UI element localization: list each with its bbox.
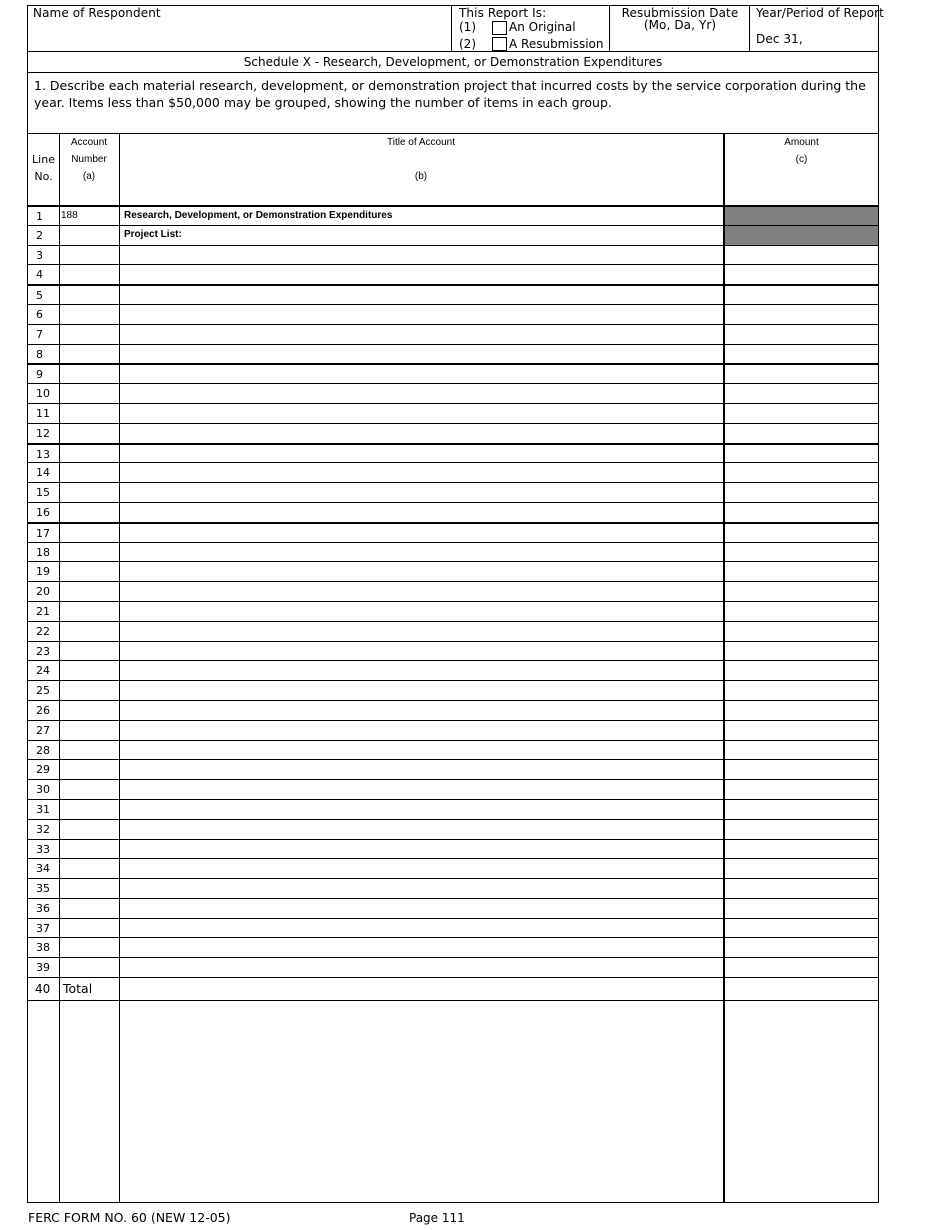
title-header-text: Title of Account	[387, 137, 455, 148]
table-row	[28, 443, 878, 463]
account-title: Project List:	[124, 228, 182, 240]
line-number: 24	[36, 664, 50, 678]
table-row	[28, 542, 878, 562]
table-row	[28, 245, 878, 265]
respondent-label: Name of Respondent	[33, 6, 161, 20]
line-number: 26	[36, 703, 50, 717]
shaded-amount-cell	[725, 207, 878, 225]
account-title: Research, Development, or Demonstration Expenditures	[124, 210, 393, 221]
line-number: 37	[36, 921, 50, 935]
table-row	[28, 779, 878, 799]
resubmission-date-label: Resubmission Date	[621, 6, 739, 20]
line-number: 40	[35, 982, 51, 997]
table-row	[28, 660, 878, 680]
schedule-title: Schedule X - Research, Development, or Demonstration Expenditures	[27, 52, 879, 73]
line-number: 5	[36, 289, 43, 303]
table-row	[28, 344, 878, 364]
table-row	[28, 839, 878, 859]
line-number: 35	[36, 882, 50, 896]
line-number: 17	[36, 526, 50, 540]
report-type-cell	[452, 6, 610, 51]
line-number: 23	[36, 644, 50, 658]
table-row	[28, 561, 878, 581]
respondent-cell[interactable]	[28, 6, 452, 51]
account-header-text: (a)	[82, 171, 96, 182]
account-number: 188	[61, 210, 78, 221]
line-number: 34	[36, 862, 50, 876]
line-number: 18	[36, 545, 50, 559]
table-row	[28, 957, 878, 977]
table-row	[28, 601, 878, 621]
form-header	[27, 5, 884, 52]
line-number: 31	[36, 802, 50, 816]
resubmission-label: A Resubmission	[509, 37, 604, 51]
line-number: 11	[36, 406, 50, 420]
table-row	[28, 858, 878, 878]
line-header-text: Line	[32, 153, 55, 166]
amount-header-text: (c)	[795, 154, 808, 165]
table-body	[28, 205, 878, 1001]
line-number: 8	[36, 347, 43, 361]
line-number: 4	[36, 268, 43, 282]
table-row	[28, 621, 878, 641]
total-label: Total	[63, 981, 93, 997]
page-number: Page 111	[409, 1211, 465, 1225]
table-row	[28, 918, 878, 938]
line-header-text: No.	[34, 170, 53, 183]
line-number: 2	[36, 228, 43, 242]
resubmission-checkbox[interactable]	[492, 37, 507, 51]
table-divider	[28, 1000, 878, 1001]
line-number: 15	[36, 486, 50, 500]
line-number: 32	[36, 822, 50, 836]
table-row	[28, 502, 878, 522]
table-row	[28, 799, 878, 819]
line-number: 30	[36, 783, 50, 797]
line-number: 36	[36, 901, 50, 915]
table-row	[28, 581, 878, 601]
year-period-value: Dec 31,	[756, 32, 803, 46]
report-is-label: This Report Is:	[459, 6, 547, 20]
expenditures-table	[27, 134, 879, 1203]
table-row	[28, 423, 878, 443]
original-checkbox[interactable]	[492, 21, 507, 35]
line-number: 29	[36, 763, 50, 777]
line-number: 13	[36, 447, 50, 461]
shaded-amount-cell	[725, 226, 878, 245]
line-number: 16	[36, 505, 50, 519]
line-number: 22	[36, 624, 50, 638]
line-number: 21	[36, 604, 50, 618]
option2-number: (2)	[459, 37, 476, 51]
line-number: 6	[36, 307, 43, 321]
table-row	[28, 740, 878, 760]
table-row	[28, 264, 878, 284]
line-number: 38	[36, 941, 50, 955]
instructions: 1. Describe each material research, development, or demonstration project that incurred costs by the service corporation during the year. Items less than $50,000 may be grouped, showing the number of items in each group.	[27, 73, 879, 134]
table-row	[28, 641, 878, 661]
title-of-account-header	[119, 134, 723, 185]
line-number: 20	[36, 585, 50, 599]
total-row	[28, 977, 878, 1000]
amount-header-text: Amount	[784, 137, 819, 148]
line-number: 3	[36, 248, 43, 262]
line-number: 14	[36, 466, 50, 480]
line-number: 39	[36, 961, 50, 975]
table-row	[28, 878, 878, 898]
table-row	[28, 462, 878, 482]
table-row	[28, 522, 878, 542]
table-row	[28, 363, 878, 383]
amount-header	[725, 134, 878, 168]
table-row	[28, 680, 878, 700]
table-row	[28, 284, 878, 304]
year-period-cell[interactable]	[750, 6, 884, 51]
line-number: 1	[36, 210, 43, 223]
form-number: FERC FORM NO. 60 (NEW 12-05)	[28, 1210, 231, 1225]
year-period-label: Year/Period of Report	[756, 6, 884, 20]
table-row	[28, 700, 878, 720]
account-header-text: Account	[70, 137, 108, 148]
table-row	[28, 403, 878, 423]
table-row	[28, 482, 878, 502]
title-header-text: (b)	[414, 171, 428, 182]
line-number: 25	[36, 684, 50, 698]
line-number: 12	[36, 426, 50, 440]
account-header-text: Number	[71, 154, 107, 165]
line-number: 28	[36, 743, 50, 757]
table-row	[28, 759, 878, 779]
option1-number: (1)	[459, 20, 476, 34]
line-number: 19	[36, 565, 50, 579]
table-row	[28, 937, 878, 957]
table-row	[28, 205, 878, 225]
table-row	[28, 898, 878, 918]
resubmission-date-cell[interactable]	[610, 6, 750, 51]
line-number-header	[28, 134, 59, 185]
table-row	[28, 324, 878, 344]
account-number-header	[59, 134, 119, 185]
table-row	[28, 304, 878, 324]
original-label: An Original	[509, 20, 576, 34]
line-number: 7	[36, 327, 43, 341]
table-row	[28, 225, 878, 245]
table-row	[28, 383, 878, 403]
line-number: 9	[36, 368, 43, 382]
resubmission-date-format: (Mo, Da, Yr)	[643, 18, 717, 32]
line-number: 10	[36, 387, 50, 401]
table-row	[28, 720, 878, 740]
line-number: 33	[36, 842, 50, 856]
line-number: 27	[36, 723, 50, 737]
table-row	[28, 819, 878, 839]
